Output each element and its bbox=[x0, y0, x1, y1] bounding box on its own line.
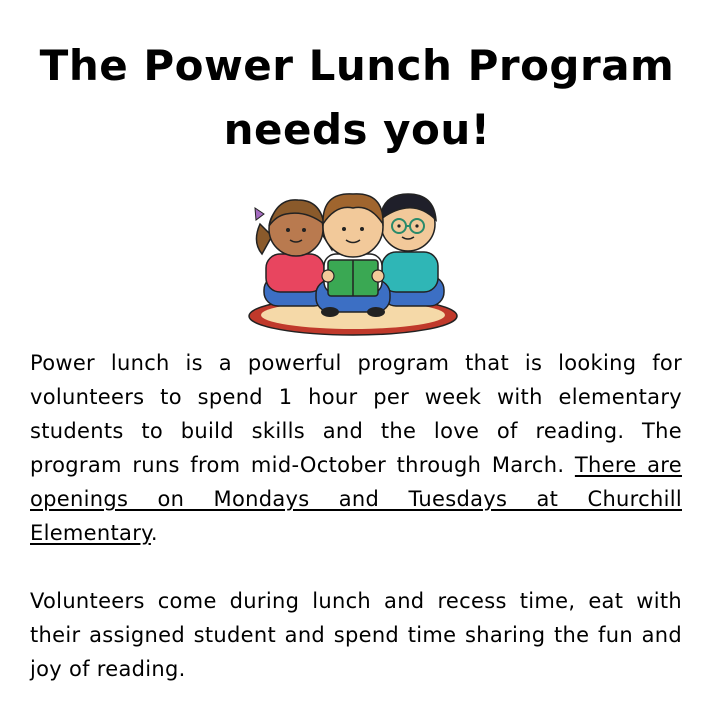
paragraph1-text: Power lunch is a powerful program that is looking for volunteers to spend 1 hour per week with elementary students to build skills and the love of reading. The program runs from mid-October through March. bbox=[30, 351, 682, 477]
boy-reading-figure bbox=[316, 194, 390, 317]
flyer-body bbox=[30, 346, 682, 686]
openings-underlined-text: There are openings on Mondays and Tuesdays at Churchill Elementary bbox=[30, 453, 682, 545]
title-line-1: The Power Lunch Program bbox=[39, 41, 675, 90]
title-line-2: needs you! bbox=[223, 105, 491, 154]
paragraph1-period: . bbox=[150, 521, 158, 545]
paragraph-volunteer-details: Volunteers come during lunch and recess time, eat with their assigned student and spend time sharing the fun and joy of reading. bbox=[30, 589, 682, 681]
flyer-title bbox=[0, 34, 714, 162]
paragraph-program-description bbox=[30, 346, 682, 550]
children-reading-icon bbox=[246, 184, 460, 336]
